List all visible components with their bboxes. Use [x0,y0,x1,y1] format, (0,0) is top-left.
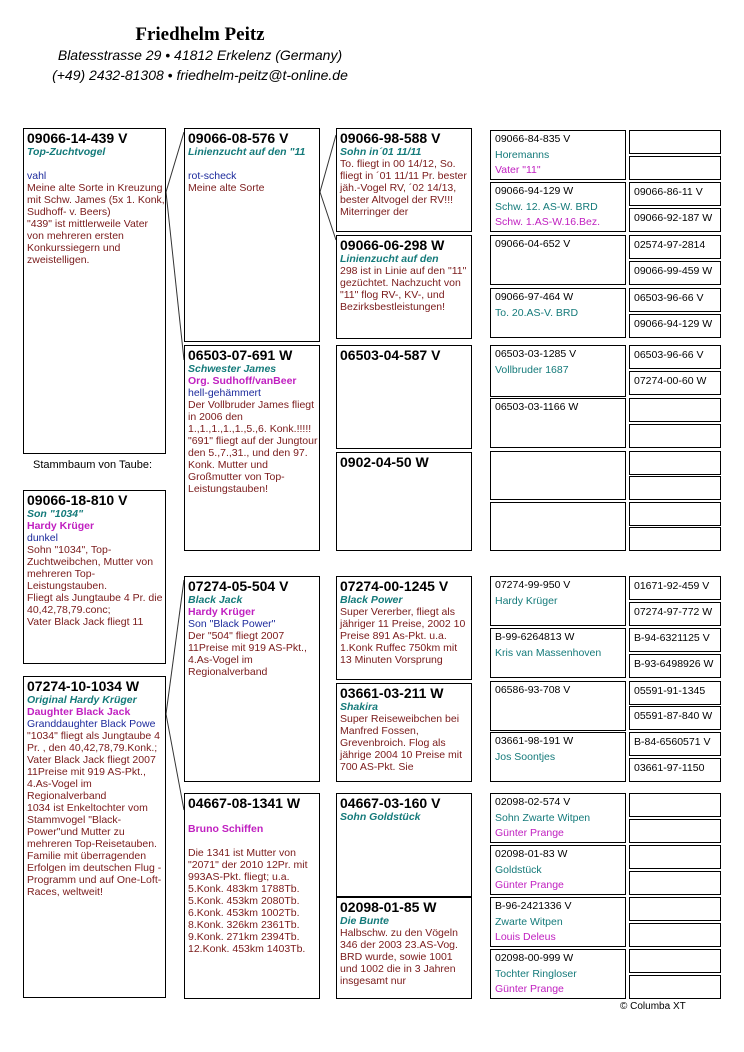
ancestor-g4-1[interactable] [490,130,626,180]
g3-0-line-0: Sohn in´01 11/11 [340,146,422,158]
g1-1-line-4: Fliegt als Jungtaube 4 Pr. die 40,42,78,79.conc; [27,592,163,616]
g4-11-line-2 [491,764,625,766]
g4-1-line-1: Schw. 12. AS-W. BRD [495,200,598,213]
ring-number: 09066-08-576 V [188,130,289,146]
g3-5-line-1: Super Reiseweibchen bei Manfred Fossen, Grevenbroich. Flog als jährige 2004 10 Preise mit 700 AS-Pkt. Sie [340,713,462,773]
g4-3-line-1: To. 20.AS-V. BRD [495,306,579,319]
ring-number: 09066-04-652 V [495,238,571,250]
ring-number: 09066-84-835 V [495,133,571,145]
g4-12-line-2: Günter Prange [495,827,564,839]
ancestor-g5-23[interactable]: B-84-6560571 V [629,732,721,756]
ancestor-g5-8[interactable]: 09066-94-129 W [629,314,721,338]
ancestor-g5-12[interactable] [629,424,721,448]
g1-1-line-5: Vater Black Jack fliegt 11 [27,616,144,628]
subject-pigeon-card[interactable] [23,490,166,664]
g3-7-line-1: Halbschw. zu den Vögeln 346 der 2003 23.AS-Vog. BRD wurde, sowie 1001 und 1002 die in 3 Jahren insgesamt nur [340,927,458,987]
ring-number: 09066-06-298 W [340,237,445,253]
ancestor-g5-25[interactable] [629,793,721,817]
ancestor-g5-9[interactable]: 06503-96-66 V [629,345,721,369]
ring-number: 03661-98-191 W [495,735,574,747]
g1-2-line-1: Daughter Black Jack [27,706,131,718]
g2-1-line-0: Schwester James [188,363,277,375]
ancestor-g5-7[interactable]: 06503-96-66 V [629,288,721,312]
ring-number: 06586-93-708 V [495,684,571,696]
ancestor-g4-3[interactable] [490,235,626,285]
g4-9-line-1: Kris van Massenhoven [495,646,602,659]
ancestor-g5-15[interactable] [629,502,721,526]
breeder-contact: (+49) 2432-81308 • friedhelm-peitz@t-online.de [52,67,348,83]
g4-11-line-1: Jos Soontjes [495,750,556,763]
ring-number: 09066-94-129 W [495,185,574,197]
g2-1-line-3: Der Vollbruder James fliegt in 2006 den 1.,1.,1.,1.,1.,5.,6. Konk.!!!!! [188,399,315,435]
ancestor-g5-19[interactable]: B-94-6321125 V [629,628,721,652]
g4-14-line-1: Zwarte Witpen [495,915,563,928]
ring-number: 07274-10-1034 W [27,678,140,694]
ring-number: 06503-03-1285 V [495,348,577,360]
ancestor-g3-1[interactable] [336,128,472,232]
breeder-name: Friedhelm Peitz [135,24,265,45]
g4-14-line-2: Louis Deleus [495,931,556,943]
ring-number: 09066-14-439 V [27,130,128,146]
ancestor-g4-13[interactable] [490,793,626,843]
g4-3-line-2 [491,320,625,322]
ancestor-g5-26[interactable] [629,819,721,843]
g3-5-line-0: Shakira [340,701,378,713]
ancestor-g3-6[interactable] [336,683,472,782]
ancestor-g5-14[interactable] [629,476,721,500]
g4-15-line-2: Günter Prange [495,983,564,995]
ancestor-g4-8[interactable] [490,502,626,551]
g2-2-line-0: Black Jack [188,594,243,606]
g2-2-line-2: Son "Black Power" [188,618,276,630]
stammbaum-label: Stammbaum von Taube: [33,459,153,471]
g4-8-line-2 [491,608,625,610]
ancestor-g5-2[interactable] [629,156,721,180]
ancestor-g4-12[interactable] [490,732,626,782]
ring-number: 07274-05-504 V [188,578,289,594]
grandsire-paternal-card[interactable] [184,128,320,342]
ancestor-g3-7[interactable] [336,793,472,897]
g3-1-line-0: Linienzucht auf den [340,253,439,265]
ancestor-g3-3[interactable] [336,345,472,449]
ancestor-g4-4[interactable] [490,288,626,338]
g4-8-line-1: Hardy Krüger [495,594,558,607]
g4-4-line-1: Vollbruder 1687 [495,363,569,376]
g2-1-line-1: Org. Sudhoff/vanBeer [188,375,297,387]
ancestor-g5-18[interactable]: 07274-97-772 W [629,602,721,626]
ring-number: 06503-03-1166 W [495,401,579,413]
ancestor-g5-29[interactable] [629,897,721,921]
g2-0-line-3: Meine alte Sorte [188,182,265,194]
g3-0-line-1: To. fliegt in 00 14/12, So. fliegt in ´01 11/11 Pr. bester jäh.-Vogel RV, ´02 14/13, bester Altvogel der RV!!! Miterringer der [340,158,467,218]
ancestor-g4-2[interactable] [490,182,626,232]
g1-2-line-0: Original Hardy Krüger [27,694,137,706]
ancestor-g5-10[interactable]: 07274-00-60 W [629,371,721,395]
g3-1-line-1: 298 ist in Linie auf den "11" gezüchtet. Nachzucht von "11" flog RV-, KV-, und Bezirksbestleistungen! [340,265,467,313]
ancestor-g5-20[interactable]: B-93-6498926 W [629,654,721,678]
ring-number: 0902-04-50 W [340,454,429,470]
g4-2-line-2 [491,254,625,256]
ancestor-g5-6[interactable]: 09066-99-459 W [629,261,721,285]
ancestor-g4-16[interactable] [490,949,626,999]
ring-number: 09066-98-588 V [340,130,441,146]
g4-12-line-1: Sohn Zwarte Witpen [495,811,591,824]
ring-number: 09066-18-810 V [27,492,128,508]
ancestor-g4-6[interactable] [490,398,626,448]
g1-2-line-5: 1034 ist Enkeltochter vom Stammvogel "Black-Power"und Mutter zu mehreren Top-Reisetauben. Familie mit überragenden Erfolgen im deutschen Flug -Programm und auf One-Loft-Races, weltweit! [27,802,162,898]
g4-4-line-2 [491,377,625,379]
g4-15-line-1: Tochter Ringloser [495,967,577,980]
ring-number: B-99-6264813 W [495,631,575,643]
g2-3-line-0 [185,811,319,823]
ancestor-g5-17[interactable]: 01671-92-459 V [629,576,721,600]
ring-number: 06503-04-587 V [340,347,441,363]
g2-2-line-1: Hardy Krüger [188,606,256,618]
ancestor-g4-7[interactable] [490,451,626,500]
g1-1-line-2: dunkel [27,532,58,544]
g4-13-line-2: Günter Prange [495,879,564,891]
ancestor-g5-16[interactable] [629,527,721,551]
g2-0-line-1 [185,158,319,170]
ring-number [491,503,625,505]
ring-number: 07274-99-950 V [495,579,571,591]
g2-1-line-4: "691" fliegt auf der Jungtour den 5.,7.,31., und den 97. Konk. Mutter und Großmutter von Top-Leistungstauben! [188,435,318,495]
ancestor-g5-31[interactable] [629,949,721,973]
ancestor-g5-22[interactable]: 05591-87-840 W [629,706,721,730]
ancestor-g4-5[interactable] [490,345,626,397]
ancestor-g3-4[interactable] [336,452,472,551]
g2-3-line-1: Bruno Schiffen [188,823,264,835]
g4-13-line-1: Goldstück [495,863,542,876]
ring-number: 02098-01-85 W [340,899,437,915]
g1-0-line-1 [24,158,165,170]
ancestor-g5-32[interactable] [629,975,721,999]
ancestor-g5-11[interactable] [629,398,721,422]
ancestor-g4-9[interactable] [490,576,626,626]
g1-2-line-2: Granddaughter Black Powe [27,718,156,730]
ancestor-g4-10[interactable] [490,628,626,678]
ring-number: 04667-08-1341 W [188,795,301,811]
ring-number: 02098-01-83 W [495,848,568,860]
ancestor-g4-14[interactable] [490,845,626,895]
copyright-notice: © Columba XT [620,1001,686,1012]
ancestor-g5-30[interactable] [629,923,721,947]
ancestor-g5-4[interactable]: 09066-92-187 W [629,208,721,232]
g1-0-line-4: "439" ist mittlerweile Vater von mehreren ersten Konkurssiegern und zweistelligen. [27,218,149,266]
g4-1-line-2: Schw. 1.AS-W.16.Bez. [495,216,601,228]
g4-9-line-2 [491,660,625,662]
g4-5-line-2 [491,417,625,419]
g2-2-line-3: Der "504" fliegt 2007 11Preise mit 919 AS-Pkt., 4.As-Vogel im Regionalverband [188,630,307,678]
ring-number: 04667-03-160 V [340,795,441,811]
ancestor-g5-3[interactable]: 09066-86-11 V [629,182,721,206]
g1-2-line-4: Vater Black Jack fliegt 2007 11Preise mit 919 AS-Pkt., 4.As-Vogel im Regionalverband [27,754,156,802]
g3-6-line-0: Sohn Goldstück [340,811,421,823]
g1-2-line-3: "1034" fliegt als Jungtaube 4 Pr. , den 40,42,78,79.Konk.; [27,730,160,754]
g2-3-line-4: 5.Konk. 453km 2080Tb. 6.Konk. 453km 1002Tb. 8.Konk. 326km 2361Tb. 9.Konk. 271km 2394Tb. 12.Konk. 453km 1403Tb. [188,895,306,955]
g1-1-line-0: Son "1034" [27,508,84,520]
granddam-maternal-card[interactable] [184,793,320,999]
g3-4-line-0: Black Power [340,594,403,606]
g2-0-line-2: rot-scheck [188,170,237,182]
g4-0-line-1: Horemanns [495,148,550,161]
grandsire-maternal-card[interactable] [184,576,320,782]
g2-3-line-2 [185,835,319,847]
g4-10-line-2 [491,700,625,702]
parent-dam-card[interactable] [23,676,166,998]
ancestor-g5-21[interactable]: 05591-91-1345 [629,681,721,705]
ancestor-g5-28[interactable] [629,871,721,895]
ancestor-g5-1[interactable] [629,130,721,154]
ancestor-g3-2[interactable] [336,235,472,339]
g3-7-line-0: Die Bunte [340,915,390,927]
ancestor-g5-13[interactable] [629,451,721,475]
g2-3-line-3: Die 1341 ist Mutter von "2071" der 2010 12Pr. mit 993AS-Pkt. fliegt; u.a. 5.Konk. 483km 1788Tb. [188,847,308,895]
g1-1-line-3: Sohn "1034", Top-Zuchtweibchen, Mutter von mehreren Top-Leistungstauben. [27,544,154,592]
g2-1-line-2: hell-gehämmert [188,387,261,399]
g4-0-line-2: Vater "11" [495,164,541,176]
ring-number: 02098-02-574 V [495,796,571,808]
ring-number: 07274-00-1245 V [340,578,449,594]
g1-0-line-0: Top-Zuchtvogel [27,146,106,158]
granddam-paternal-card[interactable] [184,345,320,551]
g1-0-line-2: vahl [27,170,47,182]
ancestor-g5-24[interactable]: 03661-97-1150 [629,758,721,782]
g2-0-line-0: Linienzucht auf den "11 [188,146,306,158]
ring-number: 03661-03-211 W [340,685,444,701]
ancestor-g4-15[interactable] [490,897,626,947]
ring-number: 02098-00-999 W [495,952,574,964]
ancestor-g5-5[interactable]: 02574-97-2814 [629,235,721,259]
g3-4-line-1: Super Vererber, fliegt als jähriger 11 Preise, 2002 10 Preise 891 As-Pkt. u.a. 1.Konk Ruffec 750km mit 13 Minuten Vorsprung [340,606,466,666]
ring-number: 09066-97-464 W [495,291,574,303]
parent-sire-card[interactable] [23,128,166,454]
ancestor-g4-11[interactable] [490,681,626,731]
ring-number: B-96-2421336 V [495,900,572,912]
ring-number [491,452,625,454]
ancestor-g3-8[interactable] [336,897,472,999]
ring-number: 06503-07-691 W [188,347,293,363]
g1-0-line-3: Meine alte Sorte in Kreuzung mit Schw. James (5x 1. Konk, Sudhoff- v. Beers) [27,182,165,218]
ancestor-g3-5[interactable] [336,576,472,680]
breeder-address: Blatesstrasse 29 • 41812 Erkelenz (Germany) [57,47,343,63]
ancestor-g5-27[interactable] [629,845,721,869]
g1-1-line-1: Hardy Krüger [27,520,95,532]
